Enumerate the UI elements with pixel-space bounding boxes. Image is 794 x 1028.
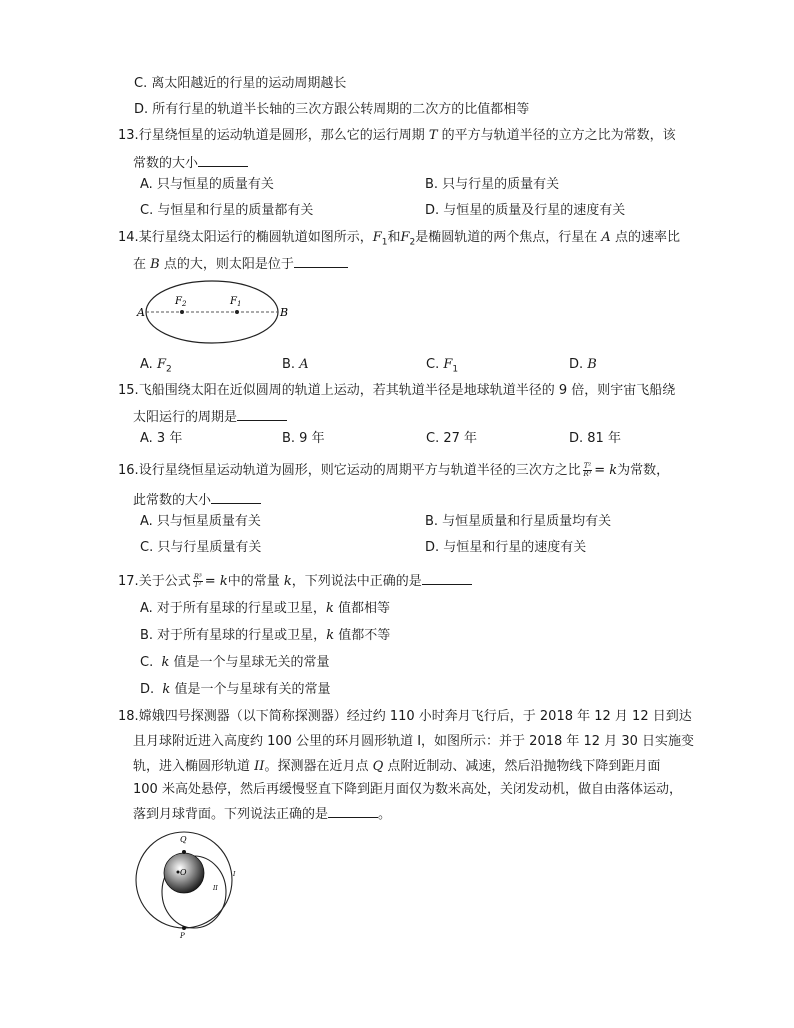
- q16-option-a: A. 只与恒星质量有关: [140, 514, 261, 529]
- q13-var-t: T: [428, 128, 438, 143]
- q14-opt-sub: 2: [165, 364, 172, 375]
- q13-option-b: B. 只与行星的质量有关: [425, 177, 560, 192]
- q16-text: 设行星绕恒星运动轨道为圆形，则它运动的周期平方与轨道半径的三次方之比: [138, 463, 581, 478]
- label-f1: [229, 296, 241, 308]
- q16-option-c: C. 只与行星质量有关: [140, 540, 262, 555]
- q17-frac-num: R³: [193, 573, 202, 581]
- q14-opt-sub: 1: [452, 364, 459, 375]
- label-f2-main: F: [175, 296, 182, 307]
- answer-blank[interactable]: [422, 571, 472, 585]
- q13-option-d: D. 与恒星的质量及行星的速度有关: [425, 203, 626, 218]
- q17-opt-var: k: [161, 655, 170, 670]
- answer-blank[interactable]: [198, 153, 248, 167]
- q13-text: 常数的大小: [133, 156, 199, 171]
- q13-stem-line2: [133, 153, 248, 173]
- q16-frac-num: T²: [583, 462, 592, 470]
- q17-opt-var: k: [325, 601, 334, 616]
- point-p-dot: [182, 926, 186, 930]
- q14-option-c: [426, 356, 458, 379]
- q17-opt-text: D.: [140, 682, 155, 697]
- q17-opt-text: 值是一个与星球有关的常量: [174, 682, 331, 697]
- q18-number: 18.: [118, 709, 139, 724]
- q17-opt-text: 值都相等: [337, 601, 390, 616]
- label-o: O: [180, 868, 187, 877]
- q13-stem-line1: [118, 127, 676, 145]
- q14-sub: 2: [409, 237, 416, 248]
- q17-opt-text: B. 对于所有星球的行星或卫星，: [140, 628, 327, 643]
- answer-blank[interactable]: [294, 254, 348, 268]
- q18-line5: [133, 804, 391, 824]
- q16-text: 为常数，: [617, 463, 670, 478]
- q17-text: 关于公式: [138, 574, 191, 589]
- q18-line2: 且月球附近进入高度约 100 公里的环月圆形轨道 I，如图所示：并于 2018 年 12 月 30 日实施变: [133, 734, 695, 749]
- q14-text: 点的速率比: [614, 230, 680, 245]
- q14-var-b: B: [150, 257, 160, 272]
- q12-option-d: D. 所有行星的轨道半长轴的三次方跟公转周期的二次方的比值都相等: [134, 102, 530, 117]
- q15-option-b: B. 9 年: [282, 431, 325, 446]
- q14-opt-label: A.: [140, 357, 153, 372]
- label-q: Q: [180, 835, 187, 844]
- q15-stem-line1: [118, 382, 675, 400]
- q16-text: 此常数的大小: [133, 493, 212, 508]
- q17-opt-text: A. 对于所有星球的行星或卫星，: [140, 601, 326, 616]
- q17-var-k: k: [283, 574, 292, 589]
- label-f2: [174, 296, 187, 308]
- lunar-orbit-figure: [128, 828, 253, 938]
- q16-stem-line2: [133, 490, 261, 510]
- q18-text: 嫦娥四号探测器（以下简称探测器）经过约 110 小时奔月飞行后，于 2018 年 12 月 12 日到达: [138, 709, 692, 724]
- answer-blank[interactable]: [211, 490, 261, 504]
- q13-number: 13.: [118, 128, 139, 143]
- q15-number: 15.: [118, 383, 139, 398]
- q15-text: 飞船围绕太阳在近似圆周的轨道上运动，若其轨道半径是地球轨道半径的 9 倍，则宇宙飞船绕: [138, 383, 676, 398]
- q18-var-ii: II: [254, 759, 265, 774]
- q12-option-c: C. 离太阳越近的行星的运动周期越长: [134, 76, 347, 91]
- label-orbit-i: I: [233, 871, 236, 878]
- q14-opt-label: D.: [569, 357, 584, 372]
- q17-text: =: [204, 574, 220, 589]
- q16-frac-den: R³: [583, 470, 592, 478]
- q17-option-d: [140, 681, 330, 699]
- q18-text: 轨，进入椭圆形轨道: [133, 759, 251, 774]
- label-orbit-ii: II: [213, 885, 218, 892]
- q16-number: 16.: [118, 463, 139, 478]
- q17-opt-text: 值都不等: [338, 628, 391, 643]
- q18-line1: [118, 708, 692, 726]
- q14-text: 点的大，则太阳是位于: [163, 257, 294, 272]
- label-f2-sub: 2: [181, 300, 187, 308]
- q17-var-k: k: [219, 574, 228, 589]
- q17-option-c: [140, 654, 330, 672]
- q16-option-b: B. 与恒星质量和行星质量均有关: [425, 514, 612, 529]
- q18-line3: [133, 758, 660, 776]
- q14-opt-var: B: [587, 357, 597, 372]
- label-a: A: [137, 306, 145, 319]
- q17-option-a: [140, 600, 390, 618]
- q14-opt-var: A: [299, 357, 309, 372]
- label-f1-main: F: [230, 296, 237, 307]
- q14-var-f1: F: [372, 230, 382, 245]
- q14-number: 14.: [118, 230, 139, 245]
- q14-option-d: [569, 356, 597, 374]
- q17-opt-var: k: [326, 628, 335, 643]
- q14-text: 和: [387, 230, 401, 245]
- q17-opt-text: 值是一个与星球无关的常量: [173, 655, 330, 670]
- answer-blank[interactable]: [328, 804, 378, 818]
- q18-line4: 100 米高处悬停，然后再缓慢竖直下降到距月面仅为数米高处，关闭发动机，做自由落体运动，: [133, 782, 682, 797]
- q17-option-b: [140, 627, 390, 645]
- q13-text: 行星绕恒星的运动轨道是圆形，那么它的运行周期: [138, 128, 425, 143]
- q17-opt-text: C.: [140, 655, 154, 670]
- label-p: P: [180, 932, 185, 938]
- q18-text: 。: [378, 807, 392, 822]
- q14-text: 在: [133, 257, 147, 272]
- q16-var-k: k: [609, 463, 618, 478]
- point-q-dot: [182, 850, 186, 854]
- focus-f1-dot: [235, 310, 239, 314]
- q14-option-b: [282, 356, 309, 374]
- answer-blank[interactable]: [237, 407, 287, 421]
- q17-frac-den: T²: [194, 581, 202, 589]
- q14-text: 是椭圆轨道的两个焦点，行星在: [415, 230, 598, 245]
- q14-stem-line1: [118, 229, 680, 252]
- q15-text: 太阳运行的周期是: [133, 410, 238, 425]
- q14-opt-label: B.: [282, 357, 296, 372]
- q14-option-a: [140, 356, 172, 379]
- q17-opt-var: k: [162, 682, 171, 697]
- q18-var-q: Q: [372, 759, 384, 774]
- q14-text: 某行星绕太阳运行的椭圆轨道如图所示，: [138, 230, 373, 245]
- q15-stem-line2: [133, 407, 287, 427]
- q17-stem: [118, 571, 472, 591]
- q18-text: 落到月球背面。下列说法正确的是: [133, 807, 329, 822]
- q14-sub: 1: [381, 237, 388, 248]
- q15-option-c: C. 27 年: [426, 431, 478, 446]
- q17-number: 17.: [118, 574, 139, 589]
- q16-option-d: D. 与恒星和行星的速度有关: [425, 540, 587, 555]
- q15-option-d: D. 81 年: [569, 431, 621, 446]
- q13-option-a: A. 只与恒星的质量有关: [140, 177, 274, 192]
- focus-f2-dot: [180, 310, 184, 314]
- q14-var-f2: F: [400, 230, 410, 245]
- q14-stem-line2: [133, 254, 348, 274]
- q17-text: 中的常量: [227, 574, 280, 589]
- q17-text: ，下列说法中正确的是: [291, 574, 422, 589]
- q18-text: 点附近制动、减速，然后沿抛物线下降到距月面: [387, 759, 661, 774]
- q18-text: 。探测器在近月点: [264, 759, 369, 774]
- q16-stem-line1: [118, 462, 669, 480]
- q14-opt-var: F: [443, 357, 453, 372]
- label-b: B: [280, 306, 289, 319]
- q13-option-c: C. 与恒星和行星的质量都有关: [140, 203, 314, 218]
- q14-opt-label: C.: [426, 357, 440, 372]
- q16-fraction: [583, 463, 592, 478]
- label-f1-sub: 1: [236, 300, 242, 308]
- q16-text: =: [594, 463, 610, 478]
- q15-option-a: A. 3 年: [140, 431, 183, 446]
- q17-fraction: [193, 574, 203, 589]
- q14-opt-var: F: [156, 357, 166, 372]
- ellipse-orbit-figure: [134, 276, 294, 346]
- q13-text: 的平方与轨道半径的立方之比为常数，该: [441, 128, 676, 143]
- q14-var-a: A: [601, 230, 611, 245]
